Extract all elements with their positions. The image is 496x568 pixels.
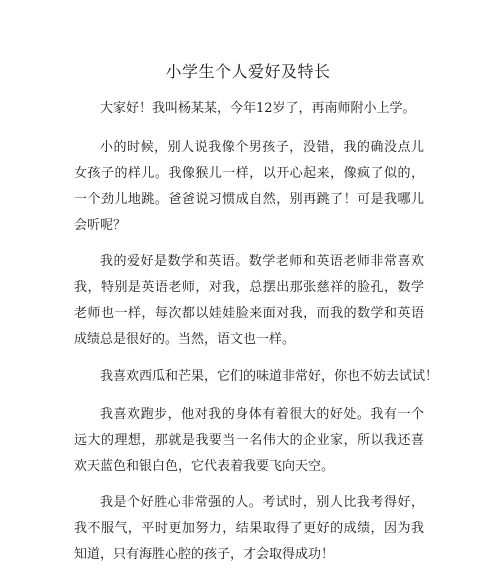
paragraph-fruits: 我喜欢西瓜和芒果，它们的味道非常好，你也不妨去试试！ [100, 369, 439, 384]
paragraph-intro: 大家好！我叫杨某某，今年12岁了，再南师附小上学。 [100, 101, 416, 116]
paragraph-running-ideal: 我喜欢跑步，他对我的身体有着很大的好处。我有一个远大的理想，那就是我要当一名伟大的企业家，所以我还喜欢天蓝色和银白色，它代表着我要飞向天空。 [74, 407, 424, 474]
paragraph-childhood: 小的时候，别人说我像个男孩子，没错，我的确没点儿女孩子的样儿。我像猴儿一样，以开心起来，像疯了似的，一个劲儿地跳。爸爸说习惯成自然，别再跳了！可是我哪儿会听呢？ [74, 140, 424, 233]
paragraph-hobbies: 我的爱好是数学和英语。数学老师和英语老师非常喜欢我，特别是英语老师，对我，总摆出那张慈祥的脸孔，数学老师也一样，每次都以娃娃脸来面对我，而我的数学和英语成绩总是很好的。当然，语文也一样。 [74, 254, 424, 347]
paragraph-competitive: 我是个好胜心非常强的人。考试时，别人比我考得好，我不服气，平时更加努力，结果取得了更好的成绩，因为我知道，只有海胜心腔的孩子，才会取得成功！ [74, 495, 424, 562]
document-title: 小学生个人爱好及特长 [165, 62, 331, 81]
